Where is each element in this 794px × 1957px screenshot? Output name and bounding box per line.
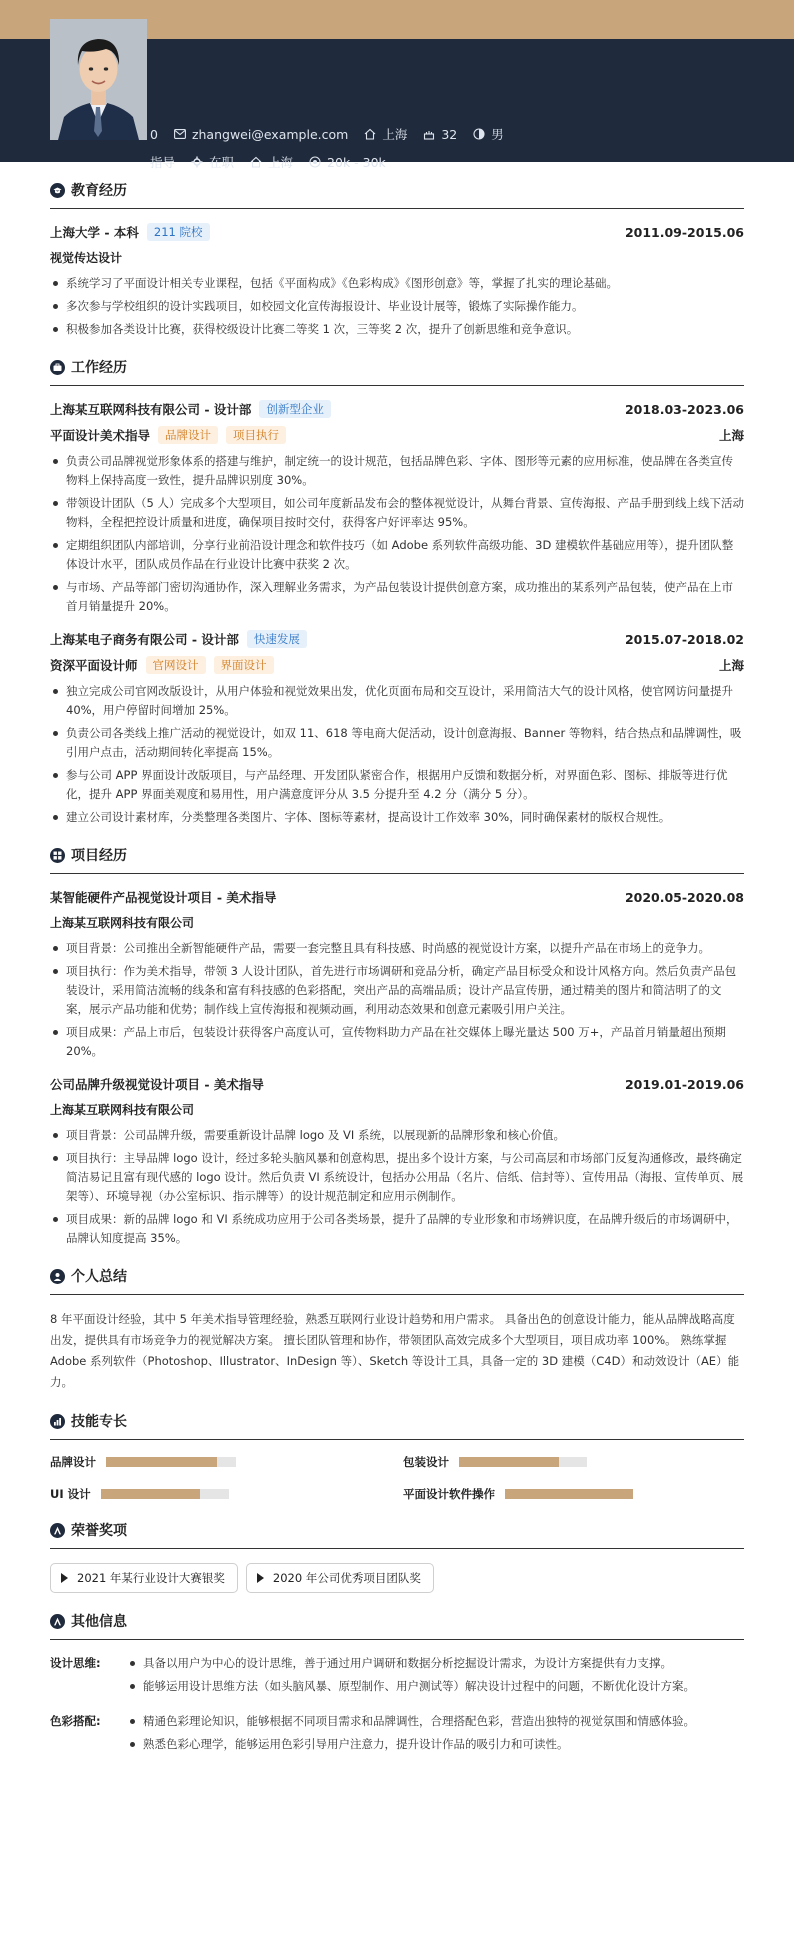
role-row bbox=[50, 426, 744, 444]
entry-date: 2011.09-2015.06 bbox=[624, 224, 744, 240]
school-tag: 211 院校 bbox=[147, 223, 210, 241]
role-tag: 官网设计 bbox=[146, 656, 206, 674]
award-item bbox=[246, 1563, 434, 1593]
graduation-cap-icon bbox=[50, 183, 65, 198]
award-label: 2021 年某行业设计大赛银奖 bbox=[77, 1571, 225, 1585]
list-item: 项目成果：新的品牌 logo 和 VI 系统成功应用于公司各类场景，提升了品牌的专业形象和市场辨识度，在品牌升级后的市场调研中，品牌认知度提高 35%。 bbox=[50, 1210, 744, 1248]
company-tag: 创新型企业 bbox=[259, 400, 331, 418]
section-title: 个人总结 bbox=[71, 1269, 127, 1285]
salary-field bbox=[309, 155, 386, 170]
entry-date: 2015.07-2018.02 bbox=[624, 631, 744, 647]
salary-icon bbox=[309, 156, 321, 168]
skill-bar bbox=[459, 1457, 587, 1467]
list-item: 熟悉色彩心理学，能够运用色彩引导用户注意力，提升设计作品的吸引力和可读性。 bbox=[127, 1735, 744, 1754]
phone-text: 0 bbox=[150, 126, 158, 142]
project-company: 上海某互联网科技有限公司 bbox=[50, 1103, 195, 1117]
role-tag: 品牌设计 bbox=[158, 426, 218, 444]
entry-header bbox=[50, 630, 744, 648]
project-name: 公司品牌升级视觉设计项目 - 美术指导 bbox=[50, 1077, 264, 1092]
resume-content bbox=[50, 180, 744, 1776]
skill-item bbox=[50, 1486, 403, 1502]
section-title: 技能专长 bbox=[71, 1414, 127, 1430]
list-item: 能够运用设计思维方法（如头脑风暴、原型制作、用户测试等）解决设计过程中的问题，不断优化设计方案。 bbox=[127, 1677, 744, 1696]
gender-icon bbox=[473, 128, 485, 140]
awards-list bbox=[50, 1563, 744, 1593]
company-name: 上海某互联网科技有限公司 - 设计部 bbox=[50, 402, 252, 417]
grid-icon bbox=[50, 848, 65, 863]
work-entry bbox=[50, 630, 744, 827]
skill-bar-fill bbox=[101, 1489, 201, 1499]
entry-date: 2020.05-2020.08 bbox=[624, 889, 744, 905]
section-header bbox=[50, 180, 744, 209]
list-item: 参与公司 APP 界面设计改版项目，与产品经理、开发团队紧密合作，根据用户反馈和数据分析，对界面色彩、图标、排版等进行优化，提升 APP 界面美观度和易用性，用户满意度评分从 3.5 分提升至 4.2 分（满分 5 分）。 bbox=[50, 766, 744, 804]
skills-grid bbox=[50, 1454, 744, 1502]
skill-name: 品牌设计 bbox=[50, 1455, 96, 1469]
other-label: 色彩搭配: bbox=[50, 1714, 101, 1728]
work-location: 上海 bbox=[718, 658, 744, 673]
contact-row bbox=[150, 125, 520, 143]
age-field bbox=[423, 127, 457, 142]
list-item: 负责公司各类线上推广活动的视觉设计，如双 11、618 等电商大促活动，设计创意海报、Banner 等物料，结合热点和品牌调性，吸引用户点击，活动期间转化率提高 15%。 bbox=[50, 724, 744, 762]
skill-name: 包装设计 bbox=[403, 1455, 449, 1469]
skill-name: 平面设计软件操作 bbox=[403, 1487, 495, 1501]
email-text: zhangwei@example.com bbox=[191, 126, 349, 142]
list-item: 负责公司品牌视觉形象体系的搭建与维护，制定统一的设计规范，包括品牌色彩、字体、图形等元素的应用标准，使品牌在各类宣传物料上保持高度一致性，提升品牌识别度 30%。 bbox=[50, 452, 744, 490]
entry-header bbox=[50, 1075, 744, 1093]
skill-bar bbox=[106, 1457, 236, 1467]
status-field bbox=[191, 153, 234, 171]
section-title: 教育经历 bbox=[71, 183, 127, 199]
list-item: 与市场、产品等部门密切沟通协作，深入理解业务需求，为产品包装设计提供创意方案，成功推出的某系列产品包装，使产品在上市首月销量提升 20%。 bbox=[50, 578, 744, 616]
gender-field bbox=[473, 125, 504, 143]
list-item: 项目背景：公司品牌升级，需要重新设计品牌 logo 及 VI 系统，以展现新的品牌形象和核心价值。 bbox=[50, 1126, 744, 1145]
company-name: 上海某电子商务有限公司 - 设计部 bbox=[50, 632, 239, 647]
projects-section bbox=[50, 845, 744, 1248]
role-tag: 项目执行 bbox=[226, 426, 286, 444]
cake-icon bbox=[423, 128, 435, 140]
other-label: 设计思维: bbox=[50, 1656, 101, 1670]
section-header bbox=[50, 845, 744, 874]
city-field bbox=[250, 153, 293, 171]
company-tag: 快速发展 bbox=[247, 630, 307, 648]
summary-text: 8 年平面设计经验，其中 5 年美术指导管理经验，熟悉互联网行业设计趋势和用户需求。 具备出色的创意设计能力，能从品牌战略高度出发，提供具有市场竞争力的视觉解决方案。 擅长团队管理和协作，带领团队高效完成多个大型项目，项目成功率 100%。 熟练掌握 Adobe 系列软件（Photoshop、Illustrator、InDesign 等）、Sketch 等设计工具，具备一定的 3D 建模（C4D）和动效设计（AE）能力。 bbox=[50, 1312, 740, 1389]
skill-bar-fill bbox=[106, 1457, 217, 1467]
job-row bbox=[150, 153, 402, 171]
section-title: 荣誉奖项 bbox=[71, 1523, 127, 1539]
job-field bbox=[150, 153, 175, 171]
job-text: 指导 bbox=[150, 155, 176, 170]
section-header bbox=[50, 1520, 744, 1549]
section-title: 项目经历 bbox=[71, 848, 127, 864]
entry-header bbox=[50, 400, 744, 418]
work-location: 上海 bbox=[718, 428, 744, 443]
entry-date: 2019.01-2019.06 bbox=[624, 1076, 744, 1092]
home-field bbox=[364, 125, 407, 143]
skill-bar bbox=[505, 1489, 633, 1499]
school-name: 上海大学 - 本科 bbox=[50, 225, 139, 240]
education-entry bbox=[50, 223, 744, 339]
skill-item bbox=[403, 1486, 744, 1502]
skill-name: UI 设计 bbox=[50, 1487, 91, 1501]
work-bullets bbox=[50, 452, 744, 616]
list-item: 积极参加各类设计比赛，获得校级设计比赛二等奖 1 次，三等奖 2 次，提升了创新思维和竞争意识。 bbox=[50, 320, 744, 339]
phone-field bbox=[150, 127, 158, 142]
skill-bar bbox=[101, 1489, 229, 1499]
skill-item bbox=[403, 1454, 744, 1470]
project-bullets bbox=[50, 939, 744, 1061]
award-item bbox=[50, 1563, 238, 1593]
list-item: 精通色彩理论知识，能够根据不同项目需求和品牌调性，合理搭配色彩，营造出独特的视觉氛围和情感体验。 bbox=[127, 1712, 744, 1731]
project-entry bbox=[50, 888, 744, 1061]
home-text: 上海 bbox=[382, 127, 408, 142]
email-icon bbox=[174, 129, 186, 139]
list-item: 独立完成公司官网改版设计，从用户体验和视觉效果出发，优化页面布局和交互设计，采用简洁大气的设计风格，使官网访问量提升 40%，用户停留时间增加 25%。 bbox=[50, 682, 744, 720]
section-title: 其他信息 bbox=[71, 1614, 127, 1630]
other-bullets bbox=[127, 1654, 744, 1700]
info-icon bbox=[50, 1614, 65, 1629]
other-group bbox=[50, 1712, 744, 1758]
role-row bbox=[50, 656, 744, 674]
other-section bbox=[50, 1611, 744, 1758]
summary-section bbox=[50, 1266, 744, 1393]
project-name: 某智能硬件产品视觉设计项目 - 美术指导 bbox=[50, 890, 277, 905]
section-header bbox=[50, 357, 744, 386]
skill-bar-fill bbox=[459, 1457, 559, 1467]
avatar bbox=[50, 19, 147, 140]
home-icon bbox=[364, 128, 376, 140]
project-bullets bbox=[50, 1126, 744, 1248]
project-company: 上海某互联网科技有限公司 bbox=[50, 916, 195, 930]
location-icon bbox=[250, 156, 262, 168]
list-item: 项目执行：主导品牌 logo 设计，经过多轮头脑风暴和创意构思，提出多个设计方案，与公司高层和市场部门反复沟通修改，最终确定简洁易记且富有现代感的 logo 设计。然后负责 VI 系统设计，包括办公用品（名片、信纸、信封等）、宣传用品（海报、宣传单页、展架等）、环境导视（办公室标识、指示牌等）的设计规范制定和应用示例制作。 bbox=[50, 1149, 744, 1206]
role-tag: 界面设计 bbox=[214, 656, 274, 674]
award-label: 2020 年公司优秀项目团队奖 bbox=[272, 1571, 421, 1585]
list-item: 具备以用户为中心的设计思维，善于通过用户调研和数据分析挖掘设计需求，为设计方案提供有力支撑。 bbox=[127, 1654, 744, 1673]
section-header bbox=[50, 1611, 744, 1640]
skill-bar-fill bbox=[505, 1489, 633, 1499]
list-item: 建立公司设计素材库，分类整理各类图片、字体、图标等素材，提高设计工作效率 30%，同时确保素材的版权合规性。 bbox=[50, 808, 744, 827]
skills-section bbox=[50, 1411, 744, 1502]
work-entry bbox=[50, 400, 744, 616]
work-bullets bbox=[50, 682, 744, 827]
list-item: 带领设计团队（5 人）完成多个大型项目，如公司年度新品发布会的整体视觉设计，从舞台背景、宣传海报、产品手册到线上线下活动物料，全程把控设计质量和进度，确保项目按时交付，获得客户好评率达 95%。 bbox=[50, 494, 744, 532]
entry-header bbox=[50, 223, 744, 241]
award-icon bbox=[50, 1523, 65, 1538]
gender-text: 男 bbox=[491, 127, 504, 142]
list-item: 项目背景：公司推出全新智能硬件产品，需要一套完整且具有科技感、时尚感的视觉设计方案，以提升产品在市场上的竞争力。 bbox=[50, 939, 744, 958]
section-title: 工作经历 bbox=[71, 360, 127, 376]
section-header bbox=[50, 1266, 744, 1295]
role-title: 资深平面设计师 bbox=[50, 658, 138, 673]
section-header bbox=[50, 1411, 744, 1440]
list-item: 项目成果：产品上市后，包装设计获得客户高度认可，宣传物料助力产品在社交媒体上曝光量达 500 万+，产品首月销量超出预期 20%。 bbox=[50, 1023, 744, 1061]
other-bullets bbox=[127, 1712, 744, 1758]
education-bullets bbox=[50, 274, 744, 339]
status-text: 在职 bbox=[209, 155, 235, 170]
education-section bbox=[50, 180, 744, 339]
major: 视觉传达设计 bbox=[50, 251, 123, 265]
other-group bbox=[50, 1654, 744, 1700]
salary-text: 20k - 30k bbox=[327, 154, 386, 170]
play-icon bbox=[257, 1573, 264, 1583]
bar-chart-icon bbox=[50, 1414, 65, 1429]
entry-date: 2018.03-2023.06 bbox=[624, 401, 744, 417]
list-item: 多次参与学校组织的设计实践项目，如校园文化宣传海报设计、毕业设计展等，锻炼了实际操作能力。 bbox=[50, 297, 744, 316]
briefcase-icon bbox=[50, 360, 65, 375]
skill-item bbox=[50, 1454, 403, 1470]
email-field[interactable] bbox=[174, 127, 348, 142]
status-icon bbox=[191, 156, 203, 168]
city-text: 上海 bbox=[268, 155, 294, 170]
play-icon bbox=[61, 1573, 68, 1583]
role-title: 平面设计美术指导 bbox=[50, 428, 151, 443]
list-item: 项目执行：作为美术指导，带领 3 人设计团队，首先进行市场调研和竞品分析，确定产品目标受众和设计风格方向。然后负责产品包装设计，采用简洁流畅的线条和富有科技感的色彩搭配，突出产品的高端品质；设计产品宣传册，通过精美的图片和简洁明了的文案，展示产品功能和优势；制作线上宣传海报和视频动画，利用动态效果和创意元素吸引用户关注。 bbox=[50, 962, 744, 1019]
list-item: 系统学习了平面设计相关专业课程，包括《平面构成》《色彩构成》《图形创意》等，掌握了扎实的理论基础。 bbox=[50, 274, 744, 293]
awards-section bbox=[50, 1520, 744, 1593]
user-icon bbox=[50, 1269, 65, 1284]
work-section bbox=[50, 357, 744, 827]
entry-header bbox=[50, 888, 744, 906]
list-item: 定期组织团队内部培训，分享行业前沿设计理念和软件技巧（如 Adobe 系列软件高级功能、3D 建模软件基础应用等），提升团队整体设计水平，团队成员作品在行业设计比赛中获奖 2 次。 bbox=[50, 536, 744, 574]
age-text: 32 bbox=[441, 126, 458, 142]
project-entry bbox=[50, 1075, 744, 1248]
